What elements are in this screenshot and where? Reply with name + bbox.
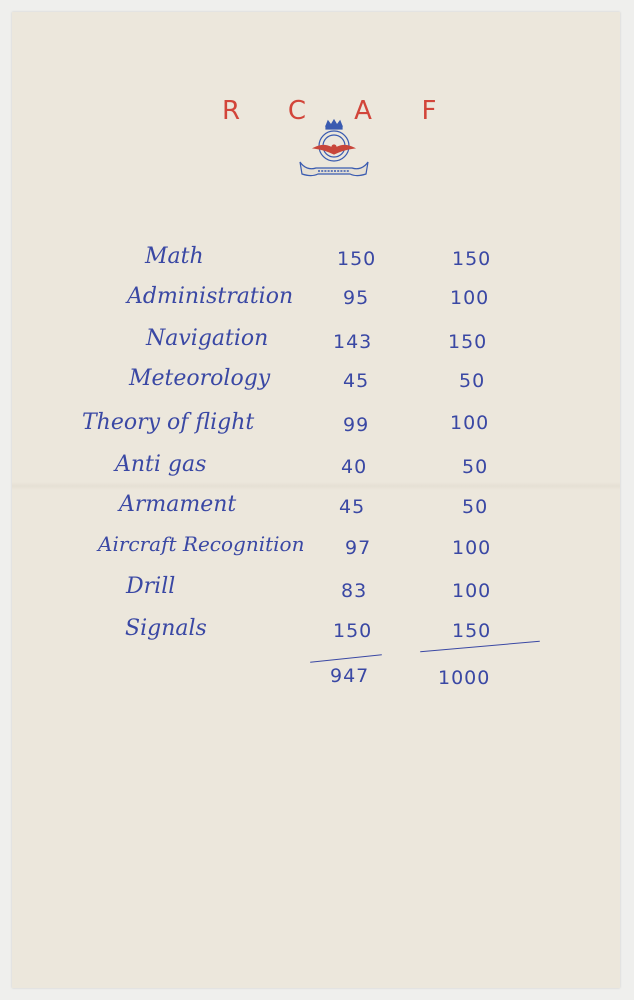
score-value: 45 <box>339 496 366 518</box>
subject-label: Anti gas <box>115 452 207 477</box>
max-value: 100 <box>450 287 490 309</box>
score-value: 150 <box>337 248 377 270</box>
score-value: 99 <box>343 414 370 436</box>
total-score: 947 <box>330 665 370 687</box>
letterhead-letter: A <box>354 96 372 126</box>
score-value: 40 <box>341 456 368 478</box>
score-value: 150 <box>333 620 373 642</box>
subject-label: Theory of flight <box>82 410 255 435</box>
rcaf-crest-icon <box>294 118 374 182</box>
paper-fold <box>12 482 620 490</box>
subject-label: Drill <box>126 574 176 599</box>
max-value: 100 <box>450 412 490 434</box>
max-value: 50 <box>459 370 486 392</box>
score-value: 45 <box>343 370 370 392</box>
subject-label: Armament <box>119 492 237 517</box>
max-value: 100 <box>452 537 492 559</box>
letterhead-letter: C <box>287 96 307 126</box>
score-value: 97 <box>345 537 372 559</box>
subject-label: Math <box>145 244 204 269</box>
subject-label: Navigation <box>146 326 269 351</box>
subject-label: Signals <box>125 616 207 641</box>
score-value: 143 <box>333 331 373 353</box>
score-value: 95 <box>343 287 370 309</box>
letterhead-letter: F <box>421 96 437 126</box>
max-value: 50 <box>462 456 489 478</box>
max-value: 100 <box>452 580 492 602</box>
subject-label: Meteorology <box>129 366 271 391</box>
max-value: 150 <box>452 248 492 270</box>
score-value: 83 <box>341 580 368 602</box>
max-value: 50 <box>462 496 489 518</box>
total-max: 1000 <box>438 667 491 689</box>
subject-label: Administration <box>127 284 294 309</box>
subject-label: Aircraft Recognition <box>98 532 305 556</box>
max-value: 150 <box>448 331 488 353</box>
max-value: 150 <box>452 620 492 642</box>
letterhead-letter: R <box>221 96 241 126</box>
